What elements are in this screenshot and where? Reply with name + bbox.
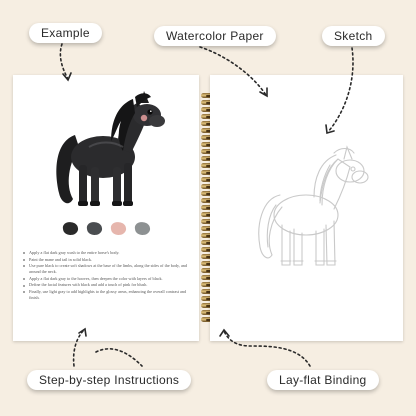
arrow-watercolor-paper	[200, 47, 267, 96]
arrow-example	[60, 44, 71, 80]
arrow-sketch	[326, 48, 353, 133]
instruction-step: Apply a flat dark gray wash to the entire horse's body.	[23, 250, 193, 256]
label-sketch: Sketch	[322, 26, 385, 46]
instruction-step: Paint the mane and tail in solid black.	[23, 257, 193, 263]
label-watercolor-paper: Watercolor Paper	[154, 26, 276, 46]
label-step-by-step-instructions: Step-by-step Instructions	[27, 370, 191, 390]
arrow-step-by-step	[74, 329, 142, 366]
instruction-step: Finally, use light gray to add highlights to the glossy areas, enhancing the overall contrast and finish.	[23, 289, 193, 301]
instruction-step: Apply a flat dark gray to the hooves, then deepen the color with layers of black.	[23, 276, 193, 282]
label-lay-flat-binding: Lay-flat Binding	[267, 370, 379, 390]
instruction-step: Define the facial features with black and add a touch of pink for blush.	[23, 282, 193, 288]
arrow-lay-flat	[220, 330, 310, 366]
instruction-step: Use pure black to create soft shadows at the base of the limbs, along the sides of the body, and around the neck.	[23, 263, 193, 275]
label-example: Example	[29, 23, 102, 43]
